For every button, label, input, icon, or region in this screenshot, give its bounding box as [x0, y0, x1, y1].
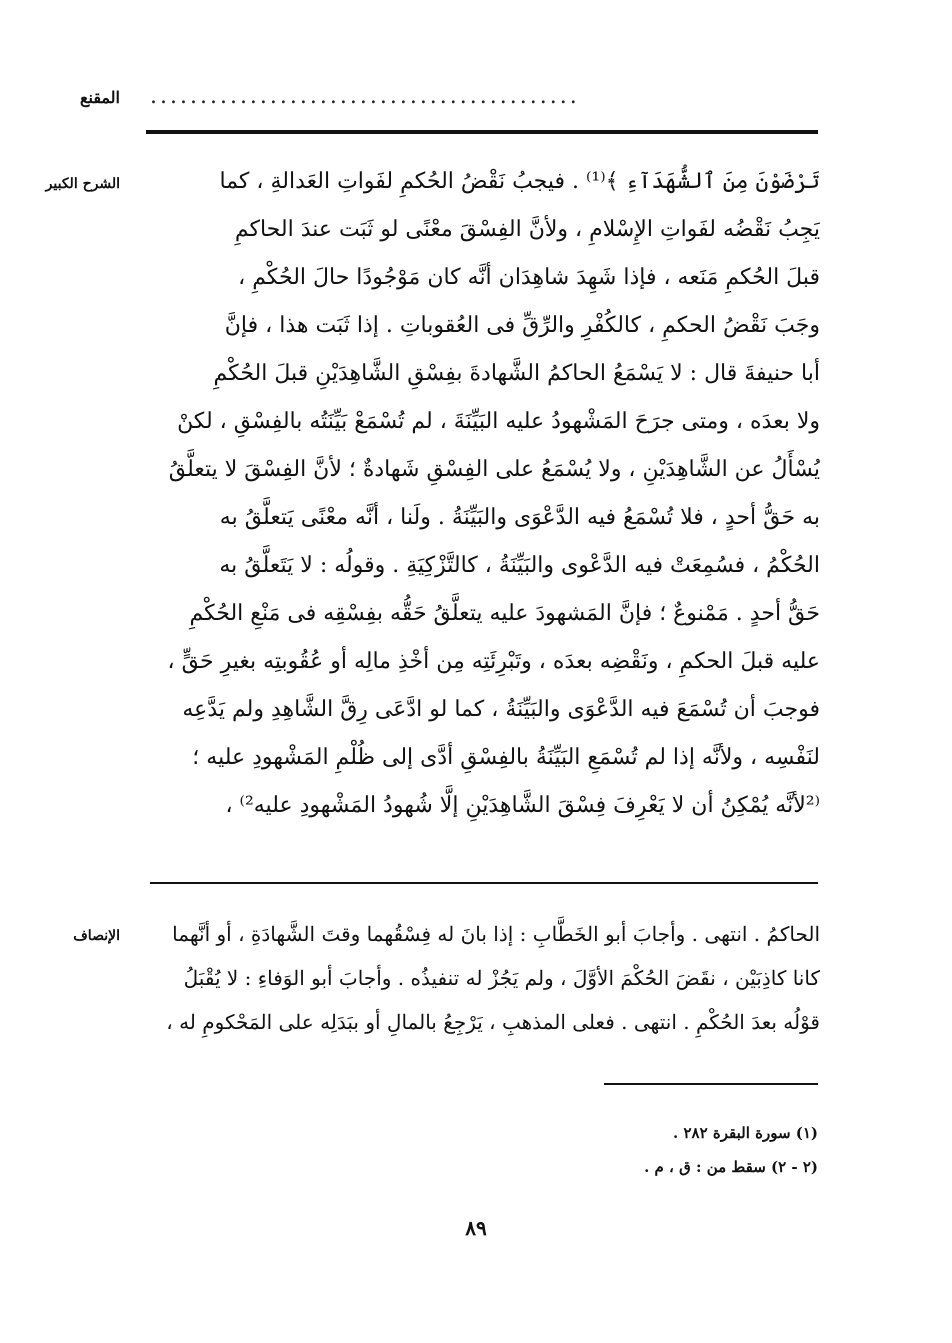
- text-line: لنَفْسِه ، ولأنَّه إذا لم تُسْمَعِ البَيِّنَةُ بالفِسْقِ أدَّى إلى ظُلْمِ المَشْهودِ عليه ؛: [192, 745, 820, 770]
- text-line: كانا كاذِبَيْن ، نقَضَ الحُكْمَ الأوَّلَ ، ولم يَجُزْ له تنفيذُه . وأجابَ أبو الوَفاءِ : لا يُقْبَلُ: [183, 966, 820, 990]
- text-line: تَرْضَوْنَ مِنَ ٱلشُّهَدَآءِ ﴾⁽¹⁾ . فيجبُ نَقْضُ الحُكمِ لفَواتِ العَدالةِ ، كما: [219, 169, 820, 194]
- text-line: حَقُّ أحدٍ . مَمْنوعٌ ؛ فإنَّ المَشهودَ عليه يتعلَّقُ حَقُّه بفِسْقِه فى مَنْعِ الحُكْمِ: [189, 601, 820, 626]
- section-divider: [150, 882, 818, 884]
- text-line: الحاكمُ . انتهى . وأجابَ أبو الخَطَّابِ : إذا بانَ له فِسْقُهما وقتَ الشَّهادَةِ ، أو أنَّهما: [172, 922, 820, 946]
- text-line: وجَبَ نَقْضُ الحكمِ ، كالكُفْرِ والرِّقِّ فى العُقوباتِ . إذا ثَبَت هذا ، فإنَّ: [224, 313, 820, 338]
- text-line: يَجِبُ نَقْضُه لفَواتِ الإِسْلامِ ، ولأنَّ الفِسْقَ معْنًى لو ثَبَت عندَ الحاكمِ: [234, 217, 820, 242]
- text-line: أبا حنيفةَ قال : لا يَسْمَعُ الحاكمُ الشَّهادةَ بفِسْقِ الشَّاهِدَيْنِ قبلَ الحُكْمِ: [213, 361, 820, 386]
- page-number: ٨٩: [465, 1216, 487, 1240]
- text-line: قوْلُه بعدَ الحُكْمِ . انتهى . فعلى المذهبِ ، يَرْجِعُ بالمالِ أو ببَدَلِه على المَحْكومِ له ،: [166, 1010, 820, 1034]
- text-line: الحُكْمُ ، فسُمِعَتْ فيه الدَّعْوى والبَيِّنَةُ ، كالتَّزْكِيَةِ . وقولُه : لا يَتَعلَّقُ به: [219, 553, 820, 578]
- text-line: يُسْأَلُ عن الشَّاهِدَيْنِ ، ولا يُسْمَعُ على الفِسْقِ شَهادةٌ ؛ لأنَّ الفِسْقَ لا يتعلَّقُ: [168, 457, 820, 482]
- side-label-sharh: الشرح الكبير: [45, 176, 120, 192]
- text-line: ⁽²لأنَّه يُمْكِنُ أن لا يَعْرِفَ فِسْقَ الشَّاهِدَيْنِ إلَّا شُهودُ المَشْهودِ عليه²⁾ ،: [225, 793, 820, 818]
- footnote-divider: [604, 1083, 818, 1085]
- text-line: عليه قبلَ الحكمِ ، ونَقْضِه بعدَه ، وتَبْرِئَتِه مِن أخْذِ مالِه أو عُقُوبتِه بغيرِ حَقٍّ ،: [167, 649, 820, 674]
- insaf-text: [140, 912, 820, 1044]
- text-line: قبلَ الحُكمِ مَنَعه ، فإذا شَهِدَ شاهِدَان أنَّه كان مَوْجُودًا حالَ الحُكْمِ ،: [238, 265, 820, 290]
- footnote: (٢ - ٢) سقط من : ق ، م .: [644, 1158, 818, 1176]
- header-rule: [146, 130, 818, 134]
- footnote: (١) سورة البقرة ٢٨٢ .: [673, 1124, 818, 1142]
- running-header-title: المقنع: [79, 88, 120, 107]
- text-line: ولا بعدَه ، ومتى جرَحَ المَشْهودُ عليه البَيِّنَةَ ، لم تُسْمَعْ بَيِّنَتُه بالفِسْقِ ، لكنْ: [177, 409, 820, 434]
- text-line: فوجبَ أن تُسْمَعَ فيه الدَّعْوَى والبَيِّنَةُ ، كما لو ادَّعَى رِقَّ الشَّاهِدِ ولم يَدَّعِه: [182, 697, 820, 722]
- side-label-insaf: الإنصاف: [73, 928, 120, 944]
- header-dot-leader: ...........................................: [150, 84, 580, 109]
- main-commentary-text: [140, 158, 820, 830]
- text-line: به حَقُّ أحدٍ ، فلا تُسْمَعُ فيه الدَّعْوَى والبَيِّنَةُ . ولَنا ، أنَّه معْنًى يَتعلَّقُ به: [219, 505, 820, 530]
- footnotes: [400, 1116, 818, 1184]
